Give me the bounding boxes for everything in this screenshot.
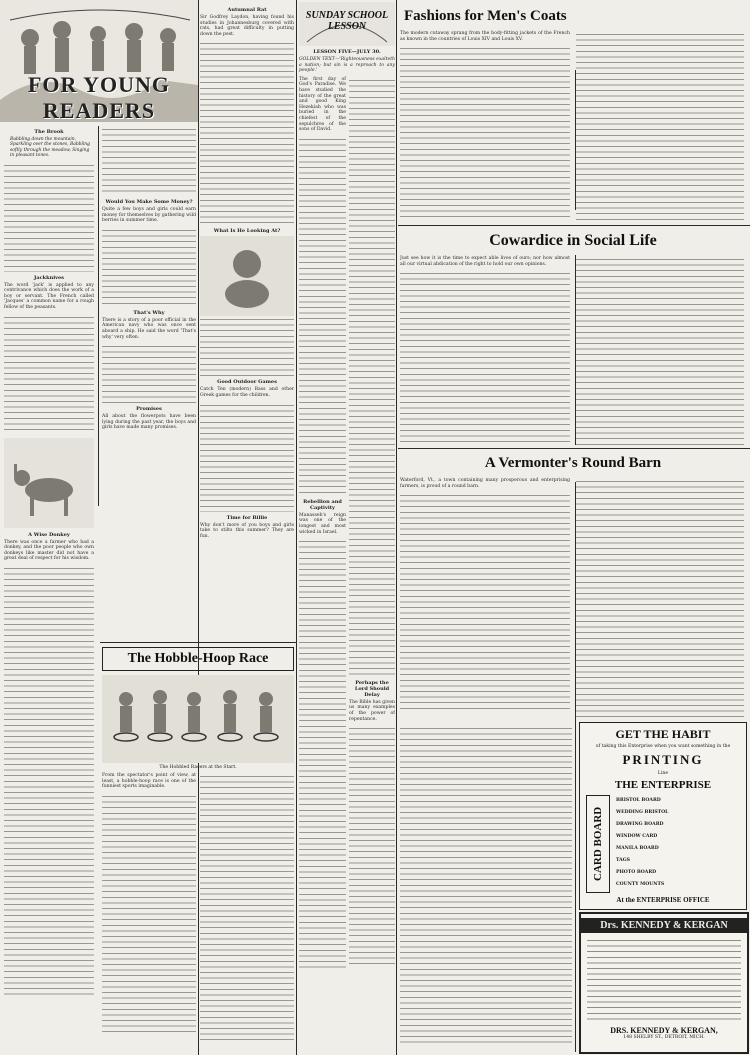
dog-picture [200,236,294,316]
body-text: Why don't more of you boys and girls take to stilts this summer? They are fun. [200,522,294,539]
fashions-title: Fashions for Men's Coats [404,8,567,24]
ad-item: WEDDING BRISTOL [616,810,669,815]
round-barn-section [400,451,746,721]
body-text [576,31,744,224]
cowardice-section [400,228,746,448]
ad-item: DRAWING BOARD [616,822,664,827]
section-heading: Good Outdoor Games [217,379,277,386]
body-text: There is a story of a poor official in the American navy who was once sent aboard a ship. He said the word 'That's why' very often. [102,317,196,340]
looking-illustration [200,236,294,316]
body-text [200,773,294,1043]
ad-footer: At the ENTERPRISE OFFICE [616,896,710,904]
body-text [102,343,196,403]
body-text: The word 'jack' is applied to any contrivance which does the work of a boy or servant. The French called 'Jacques' a common name for a rough fellow of the peasants. [4,282,94,310]
body-text: From the spectator's point of view, at least, a hobble-hoop race is one of the funniest sports imaginable. [102,773,196,790]
body-text: All about the flowerpots have been lying during the past year, the boys and girls have made many promises. [102,414,196,431]
column-1b [102,126,196,511]
column-rule [98,126,99,506]
section-heading: Autumnal Rat [227,7,267,13]
body-text [102,227,196,307]
body-text [102,793,196,1033]
body-text: Sir Godfrey Laydon, having found his studies in Johannesburg covered with rats, had great difficulty in putting down the pest. [200,15,294,37]
section-rule [398,448,750,449]
racers-picture [102,675,294,763]
for-young-readers-banner [0,0,198,122]
ad-text: Line [657,771,669,776]
column-2 [200,4,294,640]
body-text [400,45,570,220]
section-heading: Time for Billie [226,514,268,521]
hobble-hoop-illustration [102,675,294,763]
ad-item: TAGS [616,858,630,863]
ad-headline: GET THE HABIT [615,727,711,741]
body-text [200,40,294,225]
body-text [200,402,294,512]
ad-item: COUNTY MOUNTS [616,882,665,887]
body-text: The Bible has given us many examples of the power of repentance. [349,699,395,722]
ad-printing: PRINTING [622,752,704,767]
hobble-hoop-title: The Hobble-Hoop Race [102,647,294,671]
ad-item: WINDOW CARD [616,834,658,839]
body-text: Waterford, Vt., a town containing many prosperous and enterprising farmers, is proud of a round barn. [400,478,570,489]
section-heading: Jackknives [33,274,64,281]
body-text: There was once a farmer who had a donkey, and the poor people who own donkeys like master did not have a great deal of respect for his wisdom. [4,539,94,562]
lower-text-column [400,725,572,1051]
body-text [200,316,294,376]
body-text: Catch Ten (modern) Bass and other Greek games for the children. [200,387,294,398]
donkey-picture [4,438,94,528]
sunday-school-lesson [299,2,395,1053]
body-text: Quite a few boys and girls could earn money for themselves by gathering wild berries in summer time. [102,207,196,224]
body-text [102,126,196,196]
fashions-section [400,4,746,224]
printing-ad [579,722,747,910]
cowardice-title: Cowardice in Social Life [489,232,657,249]
donkey-illustration [4,438,94,528]
body-text [400,492,570,712]
poem-text: Bubbling down the mountain, Sparkling over the stones, Babbling softly through the meadow, Singing in pleasant tones. [10,137,90,159]
body-text [349,725,395,965]
column-1a [4,126,94,1051]
body-text [400,270,570,445]
body-text [4,565,94,995]
round-barn-title: A Vermonter's Round Barn [484,455,662,471]
doctors-ad-footer: DRS. KENNEDY & KERGAN, [610,1026,718,1035]
body-text: Manasseh's reign was one of the longest and most wicked in Israel. [299,512,346,535]
column-rule [296,0,297,1055]
doctors-ad [579,912,749,1054]
hobble-hoop-section [102,645,294,1051]
ad-enterprise: THE ENTERPRISE [614,779,712,791]
illustration-caption: The Hobbled Racers at the Start. [159,765,237,770]
doctors-ad-address: 148 SHELBY ST., DETROIT, MICH. [623,1035,705,1040]
ad-card-board: CARD BOARD [586,795,610,893]
ad-item: MANILA BOARD [616,846,659,851]
ad-text: of taking this Enterprise when you want something in the [595,744,731,749]
body-text [299,136,346,496]
section-heading: Perhaps the Lord Should Delay [354,679,390,698]
banner-title: FOR YOUNG READERS [27,72,170,123]
section-heading: A Wise Donkey [28,531,70,538]
doctors-ad-title: Drs. KENNEDY & KERGAN [581,918,747,933]
section-heading: Rebellion and Captivity [303,498,342,511]
section-heading: Would You Make Some Money? [105,199,193,205]
body-text: The first day of God's Paradise. We have studied the history of the great and good King Hezekiah who was buried in the chiefest of the sepulchres of the sons of David. [299,76,346,133]
lesson-subtitle: LESSON FIVE—JULY 30. [313,49,381,55]
section-heading: Promises [136,406,162,413]
body-text [576,256,744,448]
section-heading: The Brook [34,129,64,135]
golden-text: GOLDEN TEXT—'Righteousness exalteth a nation; but sin is a reproach to any people.' [299,57,395,74]
ad-item: BRISTOL BOARD [616,798,661,803]
body-text [299,538,346,968]
section-heading: What Is He Looking At? [213,228,281,235]
body-text: Just see how it is the time to expect able lives of ours; nor how almost all our virtual abdication of the right to hold our own opinions. [400,256,570,267]
section-heading: That's Why [133,309,165,316]
body-text [349,77,395,677]
column-rule [396,0,397,1055]
ad-item: PHOTO BOARD [616,870,657,875]
body-text [400,725,572,1045]
section-rule [398,225,750,226]
body-text [4,162,94,272]
lesson-title: SUNDAY SCHOOL LESSON [305,10,389,32]
body-text [587,937,741,1023]
body-text [576,478,744,718]
body-text: The modern cutaway sprang from the body-fitting jackets of the French as known in the countries of Louis XIV and Louis XV. [400,31,570,42]
body-text [4,314,94,434]
lesson-masthead [299,2,395,46]
section-rule [100,642,296,643]
